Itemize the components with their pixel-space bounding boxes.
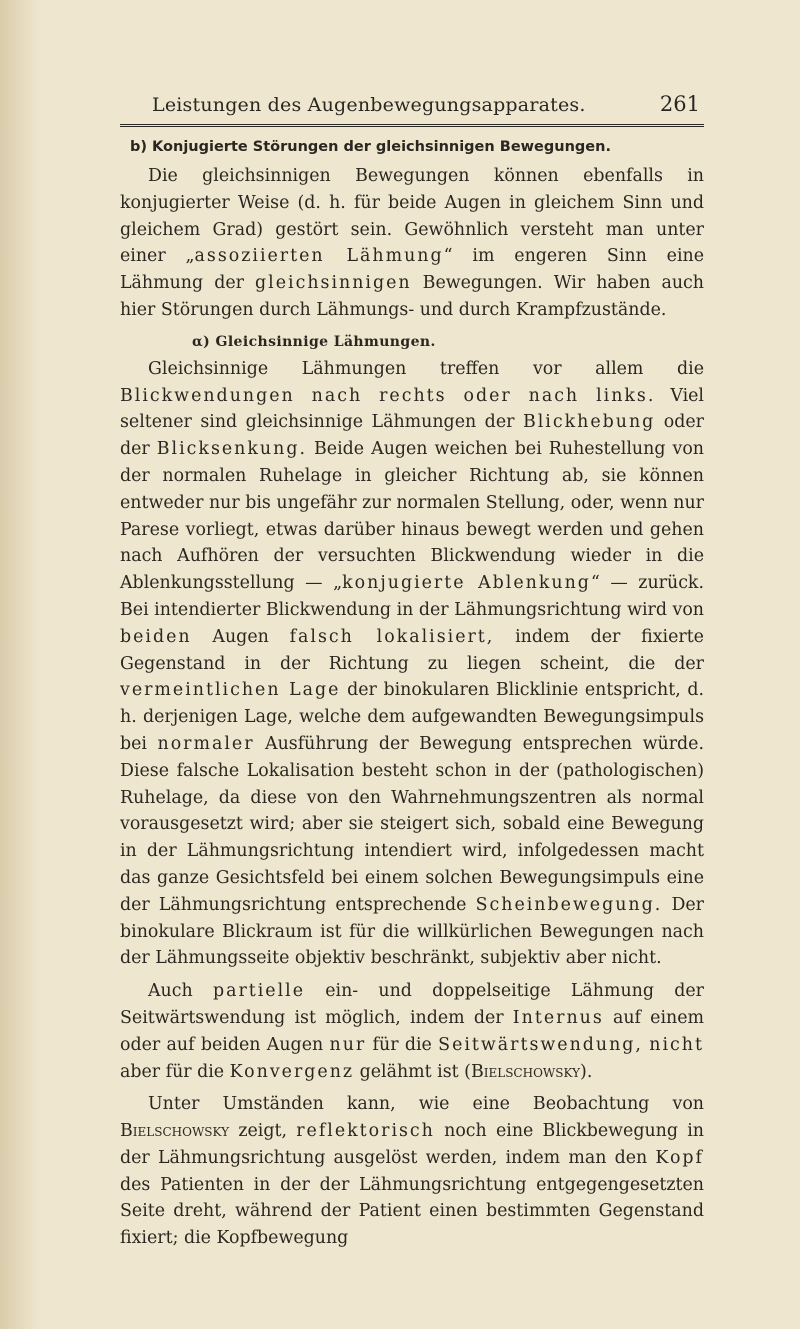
subsection-heading: α) Gleichsinnige Lähmungen. xyxy=(192,333,436,350)
emphasis: partielle xyxy=(212,981,306,1002)
emphasis: nur xyxy=(329,1034,367,1055)
emphasis: falsch lokalisiert, xyxy=(289,626,495,647)
emphasis: Blickwendungen nach rechts oder nach links. xyxy=(120,385,656,406)
emphasis: reflektorisch xyxy=(296,1121,435,1142)
emphasis: Blickhebung xyxy=(522,412,656,433)
emphasis: gleichsinnigen xyxy=(255,273,412,294)
paragraph-partial: Auch partielle ein- und doppelseitige Lähmung der Seitwärtswendung ist möglich, indem der Internus auf einem oder auf beiden Augen nur für die Seitwärtswendung, nicht aber für die Konvergenz gelähmt ist (Bielschowsky). xyxy=(120,981,704,1082)
emphasis: Seitwärtswendung, xyxy=(438,1034,643,1055)
page-edge-shadow xyxy=(0,0,40,1329)
emphasis: Kopf xyxy=(655,1147,704,1168)
running-header xyxy=(120,92,704,127)
emphasis: normaler xyxy=(157,733,255,754)
emphasis: vermeintlichen Lage xyxy=(120,680,341,701)
emphasis: Konvergenz xyxy=(229,1061,355,1082)
emphasis: Blicksenkung. xyxy=(156,439,307,460)
emphasis: beiden xyxy=(120,626,192,647)
paragraph-reflex: Unter Umständen kann, wie eine Beobachtung von Bielschowsky zeigt, reflektorisch noch eine Blickbewegung in der Lähmungsrichtung ausgelöst werden, indem man den Kopf des Patienten in der der Lähmungsrichtung entgegengesetzten Seite dreht, während der Patient einen bestimmten Gegenstand fixiert; die Kopfbewegung xyxy=(120,1094,704,1249)
intro-paragraph: Die gleichsinnigen Bewegungen können ebenfalls in konjugierter Weise (d. h. für beide Augen in gleichem Sinn und gleichem Grad) gestört sein. Gewöhnlich versteht man unter einer „assoziierten Lähmung“ im engeren Sinn eine Lähmung der gleichsinnigen Bewegungen. Wir haben auch hier Störungen durch Lähmungs- und durch Krampfzustände. xyxy=(120,166,704,320)
book-page xyxy=(120,92,704,1252)
emphasis: Scheinbewegung. xyxy=(475,894,663,915)
author-name: Bielschowsky xyxy=(120,1121,230,1142)
emphasis: Internus xyxy=(512,1007,604,1028)
emphasis: assoziierten Lähmung xyxy=(194,246,444,267)
running-header-title: Leistungen des Augenbewegungsapparates. xyxy=(152,94,586,116)
page-number: 261 xyxy=(659,92,700,116)
author-name: Bielschowsky xyxy=(470,1061,581,1082)
emphasis: nicht xyxy=(649,1034,704,1055)
emphasis: konjugierte Ablenkung xyxy=(342,573,591,594)
section-heading: b) Konjugierte Störungen der gleichsinnigen Bewegungen. xyxy=(130,139,611,155)
paragraph-paralysis: Gleichsinnige Lähmungen treffen vor allem die Blickwendungen nach rechts oder nach links. Viel seltener sind gleichsinnige Lähmungen der Blickhebung oder der Blicksenkung. Beide Augen weichen bei Ruhestellung von der normalen Ruhelage in gleicher Richtung ab, sie können entweder nur bis ungefähr zur normalen Stellung, oder, wenn nur Parese vorliegt, etwas darüber hinaus bewegt werden und gehen nach Aufhören der versuchten Blickwendung wieder in die Ablenkungsstellung — „konjugierte Ablenkung“ — zurück. Bei intendierter Blickwendung in der Lähmungsrichtung wird von beiden Augen falsch lokalisiert, indem der fixierte Gegenstand in der Richtung zu liegen scheint, die der vermeintlichen Lage der binokularen Blicklinie entspricht, d. h. derjenigen Lage, welche dem aufgewandten Bewegungsimpuls bei normaler Ausführung der Bewegung entsprechen würde. Diese falsche Lokalisation besteht schon in der (pathologischen) Ruhelage, da diese von den Wahrnehmungszentren als normal vorausgesetzt wird; aber sie steigert sich, sobald eine Bewegung in der Lähmungsrichtung intendiert wird, infolgedessen macht das ganze Gesichtsfeld bei einem solchen Bewegungsimpuls eine der Lähmungsrichtung entsprechende Scheinbewegung. Der binokulare Blickraum ist für die willkürlichen Bewegungen nach der Lähmungsseite objektiv beschränkt, subjektiv aber nicht. xyxy=(120,358,705,969)
